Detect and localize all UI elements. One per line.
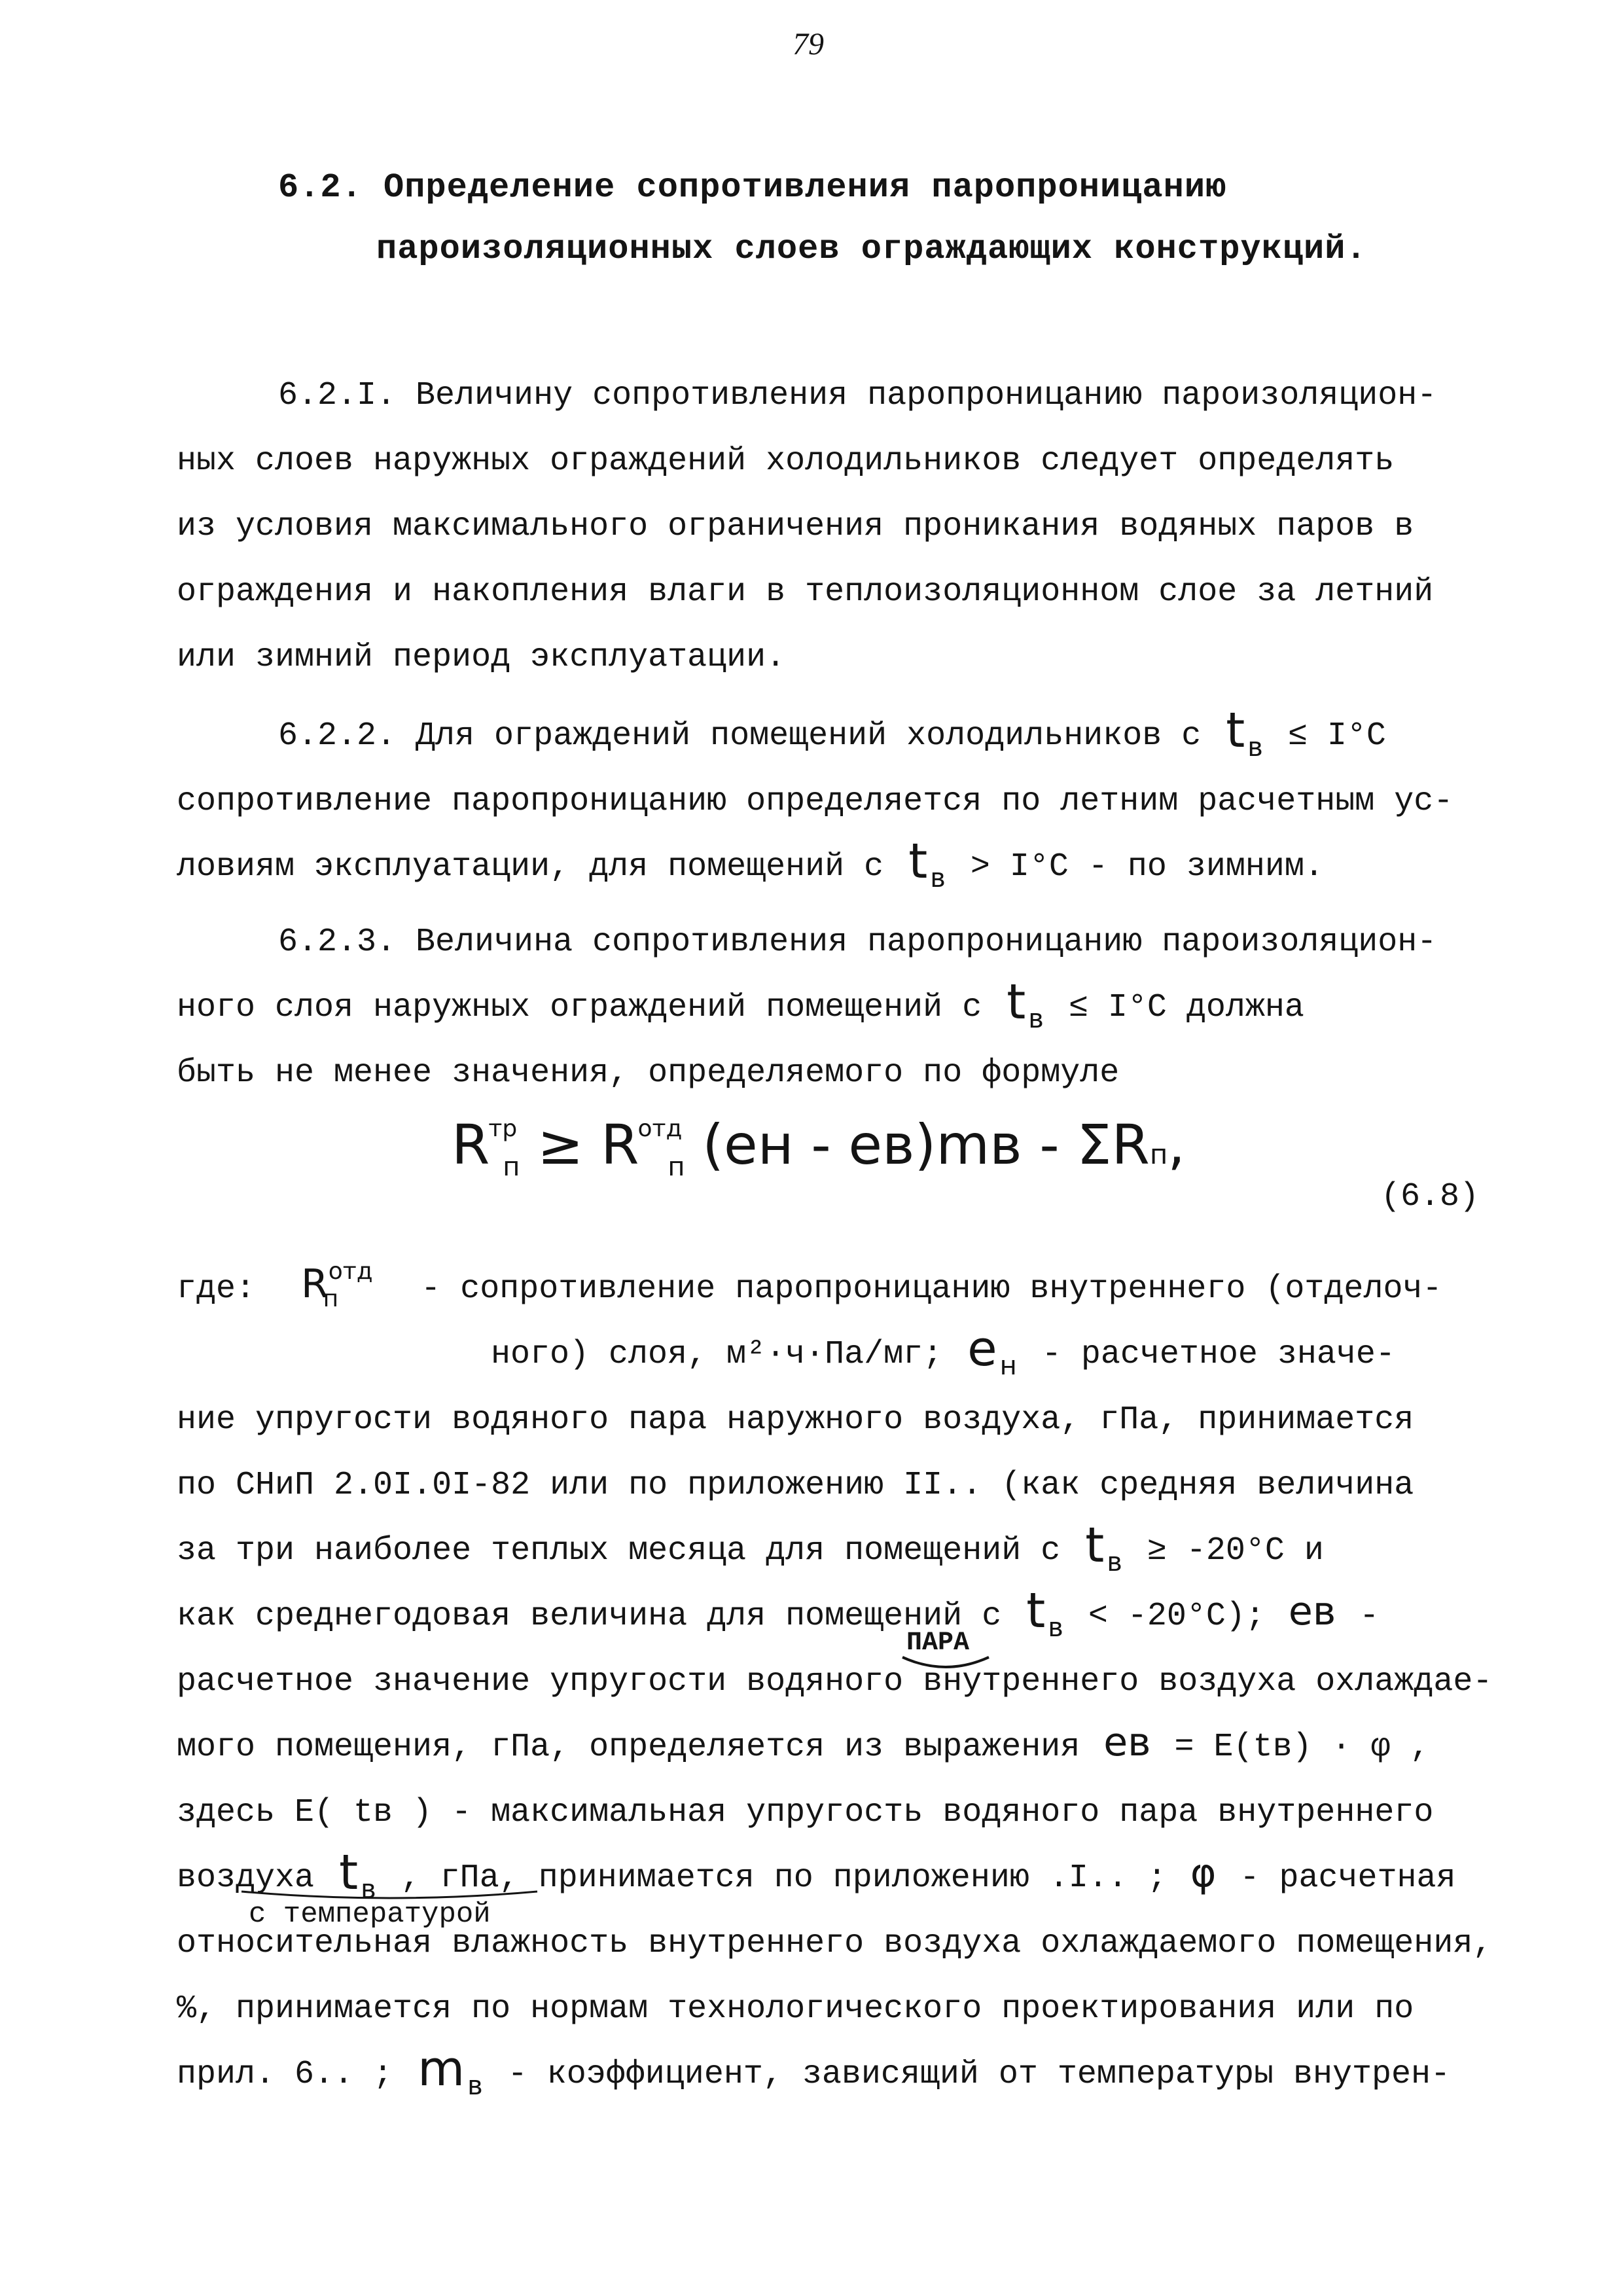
formula-R-otd: [601, 1113, 685, 1182]
math-symbol: t: [1026, 1583, 1046, 1639]
formula-R-tr: [452, 1113, 520, 1182]
text-line: [177, 1257, 1525, 1322]
math-symbol: t: [339, 1844, 359, 1901]
math-symbol: t: [1085, 1517, 1105, 1573]
paragraph-6-2-2: [177, 704, 1525, 900]
text-line: 6.2.I. Величину сопротивления паропроницанию пароизоляцион-: [278, 377, 1437, 414]
math-R-otd: [275, 1258, 373, 1312]
text-line: по СНиП 2.0I.0I-82 или по приложению II.. (как средняя величина: [177, 1467, 1414, 1504]
text-line: сопротивление паропроницанию определяется по летним расчетным ус-: [177, 783, 1454, 820]
text-line: относительная влажность внутреннего воздуха охлаждаемого помещения,: [177, 1925, 1493, 1962]
math-t-v: [1080, 1517, 1128, 1577]
text-line: ние упругости водяного пара наружного воздуха, гПа, принимается: [177, 1401, 1414, 1439]
formula-subscript: п: [668, 1152, 685, 1182]
text-span: должна: [1186, 989, 1304, 1026]
math-m-v: [412, 2041, 488, 2101]
equation-number: (6.8): [1381, 1178, 1480, 1215]
math-symbol: m: [418, 2041, 465, 2097]
text-span: 6.2.2. Для ограждений помещений холодильников с: [278, 717, 1202, 755]
text-span: - максимальная упругость водяного пара внутреннего: [452, 1794, 1434, 1831]
formula-symbol: R: [601, 1113, 639, 1177]
text-span: ≤ I°C: [1068, 989, 1167, 1026]
text-line: ных слоев наружных ограждений холодильников следует определять: [177, 442, 1395, 480]
text-span: мого помещения, гПа, определяется из выражения: [177, 1729, 1080, 1766]
math-subscript: в: [467, 2071, 483, 2101]
text-line: расчетное значение упругости водяного внутреннего воздуха охлаждае-: [177, 1663, 1493, 1700]
formula-tail: ,: [1168, 1113, 1185, 1177]
math-subscript: н: [999, 1351, 1017, 1381]
heading-line-2: пароизоляционных слоев ограждающих конструкций.: [376, 230, 1367, 268]
text-span: как среднегодовая величина для помещений с: [177, 1598, 1002, 1635]
text-line: 6.2.3. Величина сопротивления паропроницанию пароизоляцион-: [278, 924, 1437, 961]
text-span: > I°C: [970, 848, 1069, 886]
text-span: ного) слоя, м²·ч·Па/мг;: [491, 1336, 943, 1373]
text-span: - по зимним.: [1088, 848, 1324, 886]
text-line: быть не менее значения, определяемого по формуле: [177, 1054, 1120, 1092]
text-span: - расчетная: [1240, 1859, 1456, 1897]
math-subscript: в: [930, 863, 946, 893]
where-label: где:: [177, 1270, 256, 1308]
math-symbol: t: [1226, 702, 1245, 759]
text-line: [177, 1780, 1525, 1846]
text-span: = E(tв) · φ ,: [1174, 1729, 1430, 1766]
math-phi: φ: [1190, 1850, 1217, 1896]
page-number: 79: [793, 27, 824, 62]
paragraph-6-2-3: [177, 910, 1525, 1106]
math-subscript: в: [361, 1874, 376, 1905]
text-span: < -20°C);: [1088, 1598, 1265, 1635]
math-t-v: [903, 833, 951, 893]
math-superscript: отд: [328, 1258, 373, 1285]
text-span: ≥ -20°C и: [1147, 1532, 1324, 1570]
text-span: здесь E( tв ): [177, 1794, 433, 1831]
heading-line-1: 6.2. Определение сопротивления паропроницанию: [278, 168, 1227, 207]
text-line: [177, 1518, 1525, 1584]
text-line: [177, 704, 1525, 769]
text-span: за три наиболее теплых месяца для помещений с: [177, 1532, 1061, 1570]
annotation-temperature: с температурой: [249, 1898, 491, 1931]
text-span: , гПа, принимается по приложению .I.. ;: [401, 1859, 1167, 1897]
text-line: %, принимается по нормам технологического проектирования или по: [177, 1990, 1414, 2028]
paragraph-6-2-1: [177, 363, 1525, 691]
text-span: ного слоя наружных ограждений помещений с: [177, 989, 982, 1026]
text-span: ≤ I°C: [1287, 717, 1386, 755]
math-subscript: в: [1048, 1613, 1063, 1643]
text-line: [177, 2042, 1525, 2108]
math-t-v: [1221, 702, 1268, 762]
text-line: из условия максимального ограничения проникания водяных паров в: [177, 508, 1414, 545]
math-symbol: t: [908, 833, 928, 889]
text-span: воздуха: [177, 1859, 315, 1897]
math-subscript: в: [1028, 1004, 1044, 1034]
text-line: [177, 1715, 1525, 1780]
annotation-para: ПАРА: [906, 1628, 970, 1658]
text-span: - расчетное значе-: [1041, 1336, 1395, 1373]
text-line: [177, 1322, 1525, 1388]
math-symbol: R: [301, 1261, 329, 1307]
math-subscript: п: [323, 1285, 339, 1312]
text-line: [177, 975, 1525, 1041]
formula-body: (eн - eв)mв - ΣR: [702, 1113, 1150, 1177]
formula-superscript: тр: [488, 1115, 518, 1142]
formula-operator: ≥: [537, 1113, 584, 1177]
annotation-brace: [900, 1655, 991, 1674]
formula-subscript: п: [503, 1152, 520, 1182]
annotation-underline: [239, 1889, 540, 1905]
math-e-b: eв: [1103, 1719, 1151, 1765]
math-subscript: в: [1247, 732, 1263, 762]
math-symbol: t: [1007, 974, 1026, 1030]
formula-symbol: R: [452, 1113, 490, 1177]
text-line: [177, 1584, 1525, 1649]
formula-6-8: [452, 1113, 1185, 1182]
math-subscript: в: [1107, 1547, 1122, 1577]
text-span: - коэффициент, зависящий от температуры внутрен-: [507, 2056, 1450, 2093]
formula-superscript: отд: [637, 1115, 683, 1142]
formula-subscript: п: [1149, 1138, 1168, 1170]
math-e-n: [962, 1321, 1022, 1381]
text-span: ловиям эксплуатации, для помещений с: [177, 848, 884, 886]
math-e-b: eв: [1288, 1588, 1336, 1634]
text-line: ограждения и накопления влаги в теплоизоляционном слое за летний: [177, 573, 1434, 611]
text-line: [177, 834, 1525, 900]
where-block: [177, 1257, 1525, 2108]
text-line: или зимний период эксплуатации.: [177, 639, 786, 676]
section-heading: [278, 157, 1522, 280]
text-span: - сопротивление паропроницанию внутреннего (отделоч-: [421, 1270, 1442, 1308]
text-span: прил. 6.. ;: [177, 2056, 393, 2093]
text-span: -: [1359, 1598, 1380, 1635]
math-symbol: e: [967, 1321, 997, 1377]
math-t-v: [1001, 974, 1049, 1034]
math-t-v: [1021, 1583, 1069, 1643]
